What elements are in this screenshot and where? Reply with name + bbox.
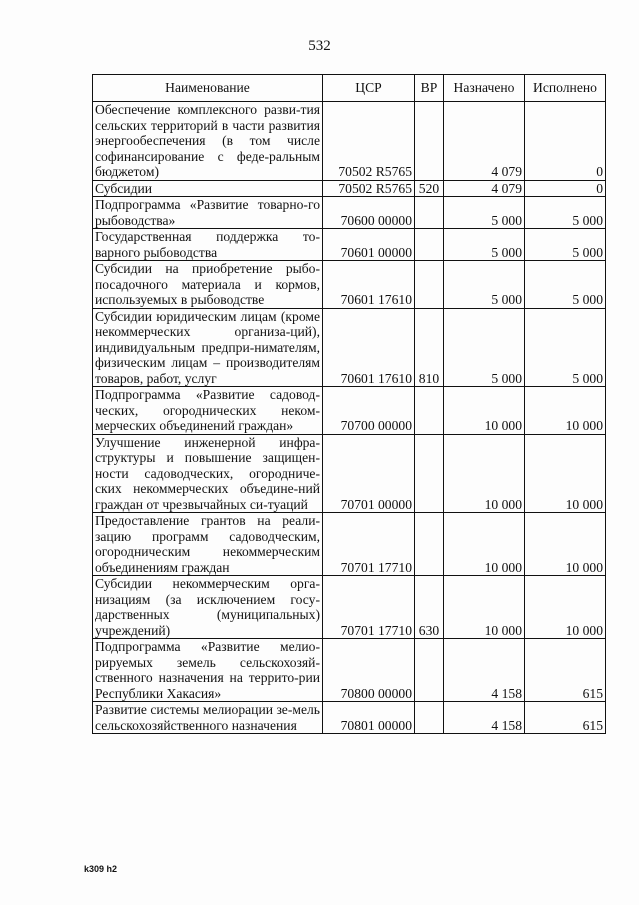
table-row xyxy=(93,197,606,229)
row-executed: 5 000 xyxy=(525,308,606,387)
row-vr: 810 xyxy=(415,308,444,387)
row-name: Субсидии юридическим лицам (кроме некоммерческих организа-ций), индивидуальным предпри-нимателям, физическим лицам – производителям товаров, работ, услуг xyxy=(93,308,323,387)
row-executed: 10 000 xyxy=(525,434,606,513)
table-row xyxy=(93,387,606,435)
budget-table xyxy=(92,74,606,734)
header-csr: ЦСР xyxy=(323,75,415,102)
row-csr: 70800 00000 xyxy=(323,639,415,702)
row-executed: 10 000 xyxy=(525,513,606,576)
row-name: Обеспечение комплексного разви-тия сельских территорий в части развития энергообеспечения (в том числе софинансирование с феде-ральным бюджетом) xyxy=(93,102,323,181)
row-vr xyxy=(415,197,444,229)
table-row xyxy=(93,308,606,387)
row-executed: 10 000 xyxy=(525,576,606,639)
row-name: Подпрограмма «Развитие мелио-рируемых земель сельскохозяй-ственного назначения на террито-рии Республики Хакасия» xyxy=(93,639,323,702)
row-executed: 615 xyxy=(525,639,606,702)
header-vr: ВР xyxy=(415,75,444,102)
row-assigned: 4 079 xyxy=(444,102,525,181)
row-executed: 5 000 xyxy=(525,261,606,309)
row-csr: 70601 00000 xyxy=(323,229,415,261)
row-executed: 615 xyxy=(525,702,606,734)
table-row xyxy=(93,576,606,639)
table-row xyxy=(93,102,606,181)
row-name: Развитие системы мелиорации зе-мель сельскохозяйственного назначения xyxy=(93,702,323,734)
row-vr xyxy=(415,261,444,309)
row-name: Улучшение инженерной инфра-структуры и повышение защищен-ности садоводческих, огородниче-ских некоммерческих объедине-ний граждан от чрезвычайных си-туаций xyxy=(93,434,323,513)
row-assigned: 5 000 xyxy=(444,229,525,261)
row-executed: 5 000 xyxy=(525,229,606,261)
row-name: Предоставление грантов на реали-зацию программ садоводческим, огородническим некоммерческим объединениям граждан xyxy=(93,513,323,576)
table-row xyxy=(93,513,606,576)
row-name: Подпрограмма «Развитие товарно-го рыбоводства» xyxy=(93,197,323,229)
table-row xyxy=(93,434,606,513)
row-executed: 5 000 xyxy=(525,197,606,229)
row-csr: 70700 00000 xyxy=(323,387,415,435)
row-csr: 70600 00000 xyxy=(323,197,415,229)
row-assigned: 5 000 xyxy=(444,308,525,387)
row-csr: 70701 17710 xyxy=(323,513,415,576)
row-vr xyxy=(415,387,444,435)
row-csr: 70601 17610 xyxy=(323,308,415,387)
header-executed: Исполнено xyxy=(525,75,606,102)
row-vr xyxy=(415,229,444,261)
row-vr xyxy=(415,102,444,181)
row-executed: 0 xyxy=(525,102,606,181)
row-assigned: 10 000 xyxy=(444,434,525,513)
table-row xyxy=(93,702,606,734)
row-assigned: 4 158 xyxy=(444,702,525,734)
table-row xyxy=(93,261,606,309)
header-row xyxy=(93,75,606,102)
row-csr: 70701 17710 xyxy=(323,576,415,639)
header-assigned: Назначено xyxy=(444,75,525,102)
table-row xyxy=(93,180,606,197)
table-row xyxy=(93,229,606,261)
row-csr: 70502 R5765 xyxy=(323,180,415,197)
row-csr: 70801 00000 xyxy=(323,702,415,734)
row-assigned: 4 158 xyxy=(444,639,525,702)
row-name: Субсидии на приобретение рыбо-посадочного материала и кормов, используемых в рыбоводстве xyxy=(93,261,323,309)
row-vr: 520 xyxy=(415,180,444,197)
row-assigned: 10 000 xyxy=(444,513,525,576)
row-executed: 10 000 xyxy=(525,387,606,435)
row-assigned: 5 000 xyxy=(444,261,525,309)
row-assigned: 5 000 xyxy=(444,197,525,229)
row-assigned: 4 079 xyxy=(444,180,525,197)
row-vr xyxy=(415,702,444,734)
page-number: 532 xyxy=(308,38,331,54)
row-vr: 630 xyxy=(415,576,444,639)
row-vr xyxy=(415,434,444,513)
row-name: Субсидии некоммерческим орга-низациям (за исключением госу-дарственных (муниципальных) учреждений) xyxy=(93,576,323,639)
row-csr: 70701 00000 xyxy=(323,434,415,513)
footer-code: k309 h2 xyxy=(84,864,118,874)
row-assigned: 10 000 xyxy=(444,387,525,435)
row-name: Государственная поддержка то-варного рыбоводства xyxy=(93,229,323,261)
header-name: Наименование xyxy=(93,75,323,102)
row-name: Субсидии xyxy=(93,180,323,197)
table-row xyxy=(93,639,606,702)
row-vr xyxy=(415,639,444,702)
row-name: Подпрограмма «Развитие садовод-ческих, огороднических неком-мерческих объединений граждан» xyxy=(93,387,323,435)
row-executed: 0 xyxy=(525,180,606,197)
row-vr xyxy=(415,513,444,576)
row-csr: 70601 17610 xyxy=(323,261,415,309)
row-csr: 70502 R5765 xyxy=(323,102,415,181)
row-assigned: 10 000 xyxy=(444,576,525,639)
